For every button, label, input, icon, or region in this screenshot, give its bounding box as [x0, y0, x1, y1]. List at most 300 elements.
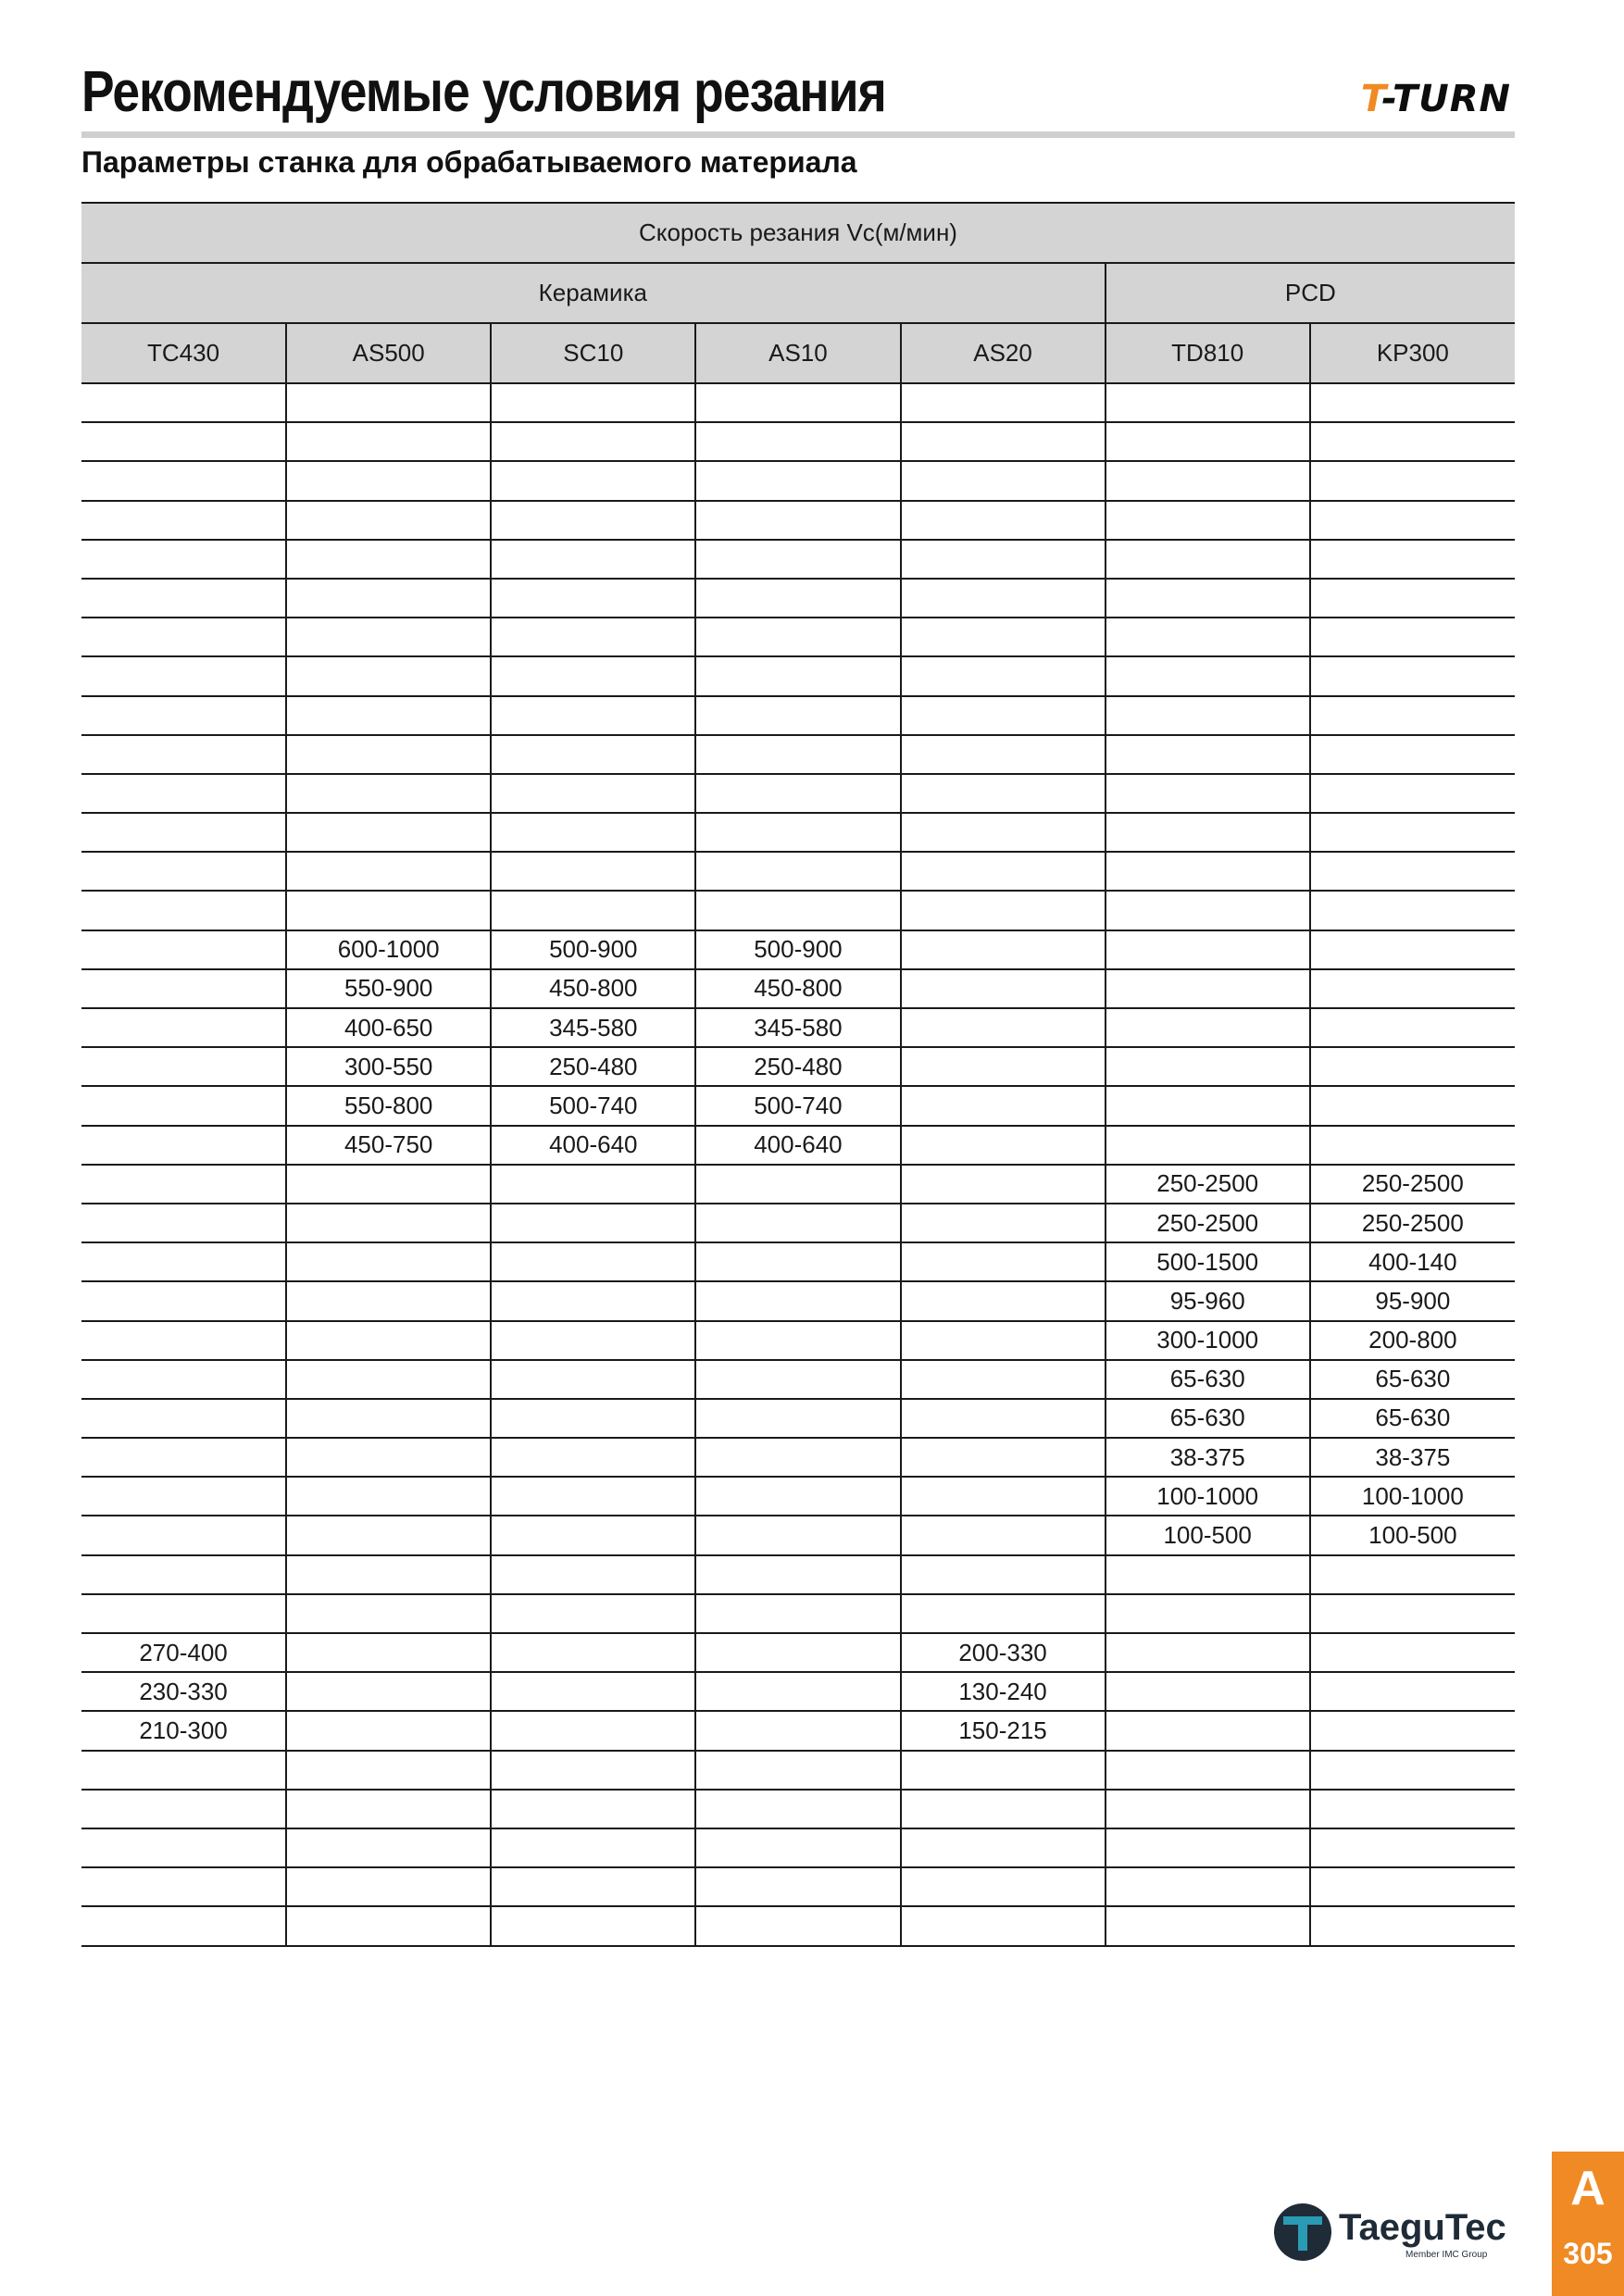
page-subtitle: Параметры станка для обрабатываемого материала: [81, 145, 857, 179]
table-cell: [901, 461, 1106, 500]
table-cell: [491, 1672, 695, 1711]
table-row: [81, 1047, 1515, 1086]
table-cell: [901, 1477, 1106, 1516]
taegutec-emblem-icon: [1274, 2203, 1331, 2261]
table-cell: [81, 696, 286, 735]
table-cell: 550-900: [286, 969, 491, 1008]
table-cell: [695, 1711, 900, 1750]
table-cell: [1310, 461, 1515, 500]
table-cell: 270-400: [81, 1633, 286, 1672]
table-cell: [491, 1438, 695, 1477]
table-cell: [695, 1399, 900, 1438]
table-cell: 250-2500: [1310, 1165, 1515, 1204]
table-cell: [286, 540, 491, 579]
table-cell: [695, 1281, 900, 1320]
column-header-tc430: TC430: [81, 323, 286, 383]
table-cell: [695, 1751, 900, 1790]
table-cell: [1310, 1867, 1515, 1906]
table-cell: [695, 1516, 900, 1554]
table-row: [81, 1711, 1515, 1750]
table-cell: [491, 1555, 695, 1594]
table-cell: [1106, 891, 1310, 930]
table-cell: [1106, 1126, 1310, 1165]
table-cell: [695, 1672, 900, 1711]
table-cell: [491, 422, 695, 461]
table-cell: [1106, 656, 1310, 695]
table-cell: [1106, 1047, 1310, 1086]
table-cell: [286, 1828, 491, 1867]
table-cell: [1106, 1008, 1310, 1047]
table-cell: [1106, 1594, 1310, 1633]
table-cell: [695, 1867, 900, 1906]
table-cell: [491, 1204, 695, 1242]
table-cell: [1106, 618, 1310, 656]
table-cell: [695, 1438, 900, 1477]
table-cell: [901, 1438, 1106, 1477]
table-row: [81, 696, 1515, 735]
table-cell: [695, 891, 900, 930]
table-cell: [286, 1360, 491, 1399]
table-cell: [81, 852, 286, 891]
table-cell: [695, 461, 900, 500]
table-cell: 400-650: [286, 1008, 491, 1047]
table-cell: 250-480: [491, 1047, 695, 1086]
table-row: [81, 579, 1515, 618]
table-cell: [491, 501, 695, 540]
table-cell: [1106, 1633, 1310, 1672]
table-cell: [81, 1477, 286, 1516]
table-row: [81, 1204, 1515, 1242]
table-cell: [901, 774, 1106, 813]
table-cell: [1106, 1672, 1310, 1711]
table-row: [81, 1790, 1515, 1828]
table-cell: [491, 1828, 695, 1867]
table-cell: [81, 969, 286, 1008]
table-cell: [1106, 540, 1310, 579]
table-cell: 38-375: [1310, 1438, 1515, 1477]
table-cell: [286, 1751, 491, 1790]
table-cell: [286, 656, 491, 695]
table-row: [81, 1165, 1515, 1204]
table-cell: [81, 501, 286, 540]
table-cell: [81, 774, 286, 813]
table-cell: [901, 1008, 1106, 1047]
table-cell: [81, 1204, 286, 1242]
table-cell: [81, 579, 286, 618]
logo-tagline: Member IMC Group: [1405, 2250, 1488, 2260]
table-cell: [81, 383, 286, 422]
table-cell: [286, 1594, 491, 1633]
table-cell: [901, 1126, 1106, 1165]
table-cell: [901, 540, 1106, 579]
table-cell: [491, 774, 695, 813]
table-cell: [901, 1047, 1106, 1086]
table-cell: [491, 618, 695, 656]
column-header-as500: AS500: [286, 323, 491, 383]
table-cell: [695, 696, 900, 735]
table-cell: [1310, 774, 1515, 813]
table-cell: [286, 618, 491, 656]
table-cell: [491, 1906, 695, 1945]
table-cell: [1106, 1867, 1310, 1906]
table-row: [81, 1516, 1515, 1554]
table-cell: [695, 1594, 900, 1633]
table-cell: [491, 1751, 695, 1790]
table-row: [81, 618, 1515, 656]
table-row: [81, 383, 1515, 422]
table-row: [81, 540, 1515, 579]
table-cell: [491, 1321, 695, 1360]
table-row: [81, 461, 1515, 500]
table-cell: [286, 1321, 491, 1360]
table-cell: [1106, 383, 1310, 422]
table-cell: [81, 1281, 286, 1320]
table-cell: [491, 1633, 695, 1672]
section-tab: [1552, 2152, 1624, 2296]
table-cell: [901, 696, 1106, 735]
table-cell: 200-800: [1310, 1321, 1515, 1360]
table-cell: [286, 774, 491, 813]
table-cell: [491, 656, 695, 695]
table-cell: [1310, 1086, 1515, 1125]
table-cell: [695, 1321, 900, 1360]
table-cell: [901, 1204, 1106, 1242]
table-cell: [1106, 852, 1310, 891]
table-cell: [81, 813, 286, 852]
table-cell: [695, 1165, 900, 1204]
table-cell: [695, 1633, 900, 1672]
table-cell: [1310, 696, 1515, 735]
table-cell: [286, 813, 491, 852]
table-cell: 65-630: [1106, 1360, 1310, 1399]
table-row: [81, 1399, 1515, 1438]
table-cell: [81, 1906, 286, 1945]
table-cell: [1106, 1828, 1310, 1867]
table-cell: [81, 930, 286, 969]
table-cell: [286, 1711, 491, 1750]
table-row: [81, 422, 1515, 461]
table-cell: [491, 540, 695, 579]
table-cell: [1310, 1555, 1515, 1594]
table-cell: [1310, 540, 1515, 579]
table-cell: [1310, 422, 1515, 461]
table-cell: [695, 1906, 900, 1945]
table-cell: [81, 1047, 286, 1086]
table-cell: [901, 1751, 1106, 1790]
table-cell: 450-800: [695, 969, 900, 1008]
table-cell: [1106, 1711, 1310, 1750]
table-row: [81, 1867, 1515, 1906]
table-cell: 500-740: [491, 1086, 695, 1125]
table-cell: 400-640: [491, 1126, 695, 1165]
table-cell: [491, 1867, 695, 1906]
table-cell: [901, 501, 1106, 540]
table-cell: 65-630: [1106, 1399, 1310, 1438]
table-cell: [491, 735, 695, 774]
table-cell: 345-580: [695, 1008, 900, 1047]
table-cell: [286, 1281, 491, 1320]
table-cell: [286, 1790, 491, 1828]
table-cell: [81, 618, 286, 656]
table-cell: [1310, 1711, 1515, 1750]
table-cell: [286, 1477, 491, 1516]
table-cell: [1106, 813, 1310, 852]
table-cell: [695, 1828, 900, 1867]
table-row: [81, 1477, 1515, 1516]
table-cell: [695, 422, 900, 461]
table-cell: [1310, 1633, 1515, 1672]
table-cell: [901, 891, 1106, 930]
table-cell: [901, 1867, 1106, 1906]
table-cell: [1310, 735, 1515, 774]
section-letter: A: [1570, 2162, 1605, 2215]
table-row: [81, 852, 1515, 891]
table-cell: [81, 891, 286, 930]
table-cell: [286, 579, 491, 618]
table-cell: [1310, 579, 1515, 618]
table-cell: [1310, 1008, 1515, 1047]
table-cell: [1310, 813, 1515, 852]
table-cell: [695, 540, 900, 579]
table-row: [81, 501, 1515, 540]
table-row: [81, 1281, 1515, 1320]
table-cell: [1106, 1790, 1310, 1828]
table-cell: [695, 1360, 900, 1399]
table-cell: [491, 1516, 695, 1554]
table-cell: [695, 813, 900, 852]
table-cell: [695, 1790, 900, 1828]
table-cell: [901, 969, 1106, 1008]
table-cell: [1310, 1126, 1515, 1165]
ceramics-header: Керамика: [81, 263, 1106, 323]
table-cell: 550-800: [286, 1086, 491, 1125]
table-cell: [491, 696, 695, 735]
table-row: [81, 1906, 1515, 1945]
table-cell: 500-740: [695, 1086, 900, 1125]
table-cell: 250-480: [695, 1047, 900, 1086]
table-cell: [695, 1242, 900, 1281]
table-cell: [901, 852, 1106, 891]
table-cell: [901, 1555, 1106, 1594]
table-cell: [901, 735, 1106, 774]
table-cell: 300-1000: [1106, 1321, 1310, 1360]
table-cell: [491, 579, 695, 618]
table-cell: [1310, 1672, 1515, 1711]
title-divider: [81, 131, 1515, 138]
table-cell: [1106, 1086, 1310, 1125]
table-cell: [81, 1242, 286, 1281]
table-cell: [901, 1165, 1106, 1204]
table-cell: [286, 422, 491, 461]
table-cell: [901, 656, 1106, 695]
table-cell: [901, 930, 1106, 969]
table-body: [81, 383, 1515, 1946]
table-cell: [1106, 501, 1310, 540]
table-cell: [491, 1360, 695, 1399]
table-cell: [695, 501, 900, 540]
table-cell: [695, 735, 900, 774]
table-cell: [1310, 1906, 1515, 1945]
table-cell: [1106, 1751, 1310, 1790]
table-cell: [81, 1594, 286, 1633]
table-cell: [695, 618, 900, 656]
table-cell: [286, 1204, 491, 1242]
column-header-as10: AS10: [695, 323, 900, 383]
table-cell: [81, 422, 286, 461]
table-cell: [286, 1672, 491, 1711]
table-cell: [491, 1165, 695, 1204]
table-cell: [286, 1867, 491, 1906]
table-row: [81, 656, 1515, 695]
table-cell: [1310, 1828, 1515, 1867]
table-cell: [1106, 735, 1310, 774]
table-cell: 65-630: [1310, 1399, 1515, 1438]
table-cell: [491, 1399, 695, 1438]
column-header-td810: TD810: [1106, 323, 1310, 383]
table-cell: [901, 1790, 1106, 1828]
table-cell: 500-1500: [1106, 1242, 1310, 1281]
table-cell: [1310, 1594, 1515, 1633]
table-cell: [1310, 501, 1515, 540]
table-row: [81, 1672, 1515, 1711]
table-cell: [901, 383, 1106, 422]
table-cell: [286, 501, 491, 540]
table-cell: [491, 1242, 695, 1281]
table-cell: [81, 1126, 286, 1165]
table-cell: [286, 1399, 491, 1438]
table-cell: [1106, 696, 1310, 735]
table-cell: [1310, 930, 1515, 969]
table-cell: [491, 461, 695, 500]
table-row: [81, 1828, 1515, 1867]
table-cell: [81, 1516, 286, 1554]
table-cell: [901, 1828, 1106, 1867]
table-cell: [491, 1711, 695, 1750]
table-cell: [901, 422, 1106, 461]
table-row: [81, 813, 1515, 852]
table-cell: [1310, 656, 1515, 695]
table-cell: [81, 540, 286, 579]
table-cell: 400-640: [695, 1126, 900, 1165]
table-cell: [491, 383, 695, 422]
table-cell: [901, 618, 1106, 656]
table-cell: [901, 1906, 1106, 1945]
table-row: [81, 1633, 1515, 1672]
table-cell: 450-800: [491, 969, 695, 1008]
table-row: [81, 1321, 1515, 1360]
table-cell: [901, 1086, 1106, 1125]
table-cell: 500-900: [695, 930, 900, 969]
table-cell: [1106, 579, 1310, 618]
column-header-kp300: KP300: [1310, 323, 1515, 383]
table-row: [81, 930, 1515, 969]
table-cell: [81, 656, 286, 695]
table-cell: [901, 1242, 1106, 1281]
table-cell: 100-1000: [1310, 1477, 1515, 1516]
table-cell: [491, 1281, 695, 1320]
table-row: [81, 1008, 1515, 1047]
table-cell: [286, 383, 491, 422]
table-cell: [286, 1906, 491, 1945]
table-cell: 250-2500: [1106, 1165, 1310, 1204]
table-cell: [1106, 1555, 1310, 1594]
table-cell: [286, 1438, 491, 1477]
cutting-speed-header: Скорость резания Vc(м/мин): [81, 203, 1515, 263]
brand-suffix: -TURN: [1381, 78, 1511, 120]
table-cell: [81, 1751, 286, 1790]
table-cell: [901, 1516, 1106, 1554]
table-row: [81, 1438, 1515, 1477]
table-cell: [81, 1399, 286, 1438]
table-cell: [1310, 383, 1515, 422]
t-turn-logo: [1339, 76, 1511, 122]
table-cell: [1106, 461, 1310, 500]
table-cell: [491, 1477, 695, 1516]
table-cell: 200-330: [901, 1633, 1106, 1672]
table-cell: [81, 1165, 286, 1204]
page-number: 305: [1563, 2237, 1613, 2270]
table-cell: [1106, 1906, 1310, 1945]
table-cell: [491, 1790, 695, 1828]
table-cell: 130-240: [901, 1672, 1106, 1711]
table-cell: [81, 1086, 286, 1125]
table-cell: 250-2500: [1310, 1204, 1515, 1242]
table-cell: [286, 852, 491, 891]
table-cell: 450-750: [286, 1126, 491, 1165]
table-row: [81, 1086, 1515, 1125]
table-cell: 230-330: [81, 1672, 286, 1711]
table-cell: [286, 1165, 491, 1204]
table-cell: [1310, 969, 1515, 1008]
table-cell: 300-550: [286, 1047, 491, 1086]
table-cell: [491, 852, 695, 891]
table-cell: [695, 1477, 900, 1516]
table-cell: [901, 1594, 1106, 1633]
table-cell: [901, 813, 1106, 852]
table-row: [81, 774, 1515, 813]
table-cell: [286, 696, 491, 735]
table-cell: [81, 1828, 286, 1867]
table-cell: [695, 656, 900, 695]
table-row: [81, 969, 1515, 1008]
table-cell: [81, 1321, 286, 1360]
table-cell: [901, 579, 1106, 618]
table-cell: 250-2500: [1106, 1204, 1310, 1242]
table-cell: [286, 891, 491, 930]
table-cell: [81, 1360, 286, 1399]
brand-prefix: T: [1360, 78, 1382, 120]
table-cell: [81, 1008, 286, 1047]
table-cell: [286, 1516, 491, 1554]
table-cell: 38-375: [1106, 1438, 1310, 1477]
table-cell: [286, 461, 491, 500]
table-cell: [491, 1594, 695, 1633]
logo-wordmark: TaeguTec: [1339, 2207, 1506, 2248]
table-cell: [1310, 1751, 1515, 1790]
table-cell: [901, 1399, 1106, 1438]
table-cell: [1310, 1790, 1515, 1828]
table-cell: 100-1000: [1106, 1477, 1310, 1516]
table-cell: [695, 1555, 900, 1594]
page-title: Рекомендуемые условия резания: [81, 60, 886, 124]
table-cell: 95-900: [1310, 1281, 1515, 1320]
table-cell: [901, 1281, 1106, 1320]
table-row: [81, 1242, 1515, 1281]
table-cell: 95-960: [1106, 1281, 1310, 1320]
table-cell: 150-215: [901, 1711, 1106, 1750]
table-cell: [81, 1438, 286, 1477]
table-cell: [695, 383, 900, 422]
